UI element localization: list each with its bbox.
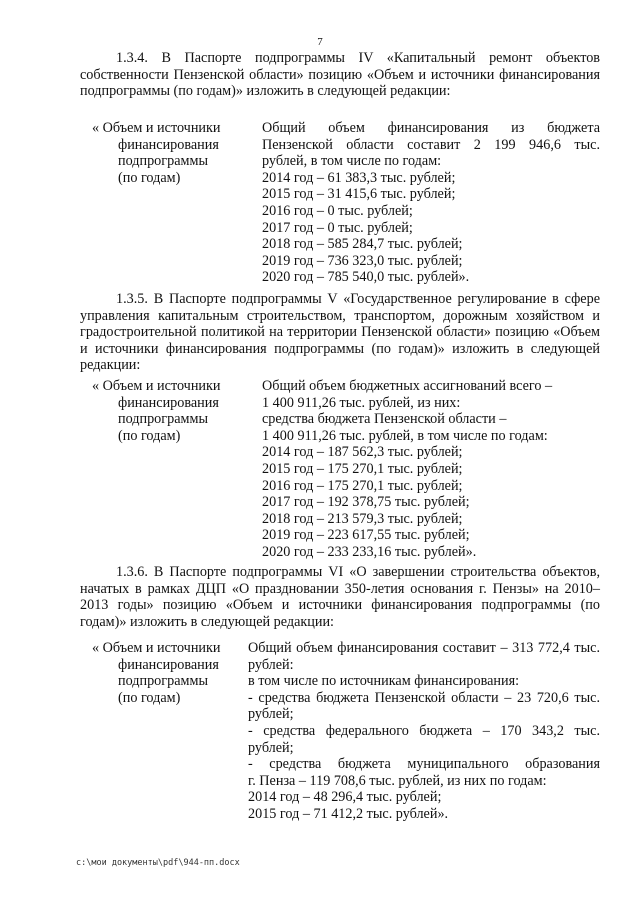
section-1-3-5-table: [92, 378, 602, 563]
footer-file-path: c:\мои документы\pdf\944-пп.docx: [76, 858, 240, 868]
section-1-3-5-paragraph: 1.3.5. В Паспорте подпрограммы V «Государственное регулирование в сфере управления капитальным строительством, транспортом, дорожным хозяйством и градостроительной политикой на территории Пензенской области» позицию «Объем и источники финансирования подпрограммы (по годам)» изложить в следующей редакции:: [80, 291, 600, 374]
section-1-3-5-value: Общий объем бюджетных ассигнований всего – 1 400 911,26 тыс. рублей, из них: средства бюджета Пензенской области – 1 400 911,26 тыс. рублей, в том числе по годам: 2014 год – 187 562,3 тыс. рублей; 2015 год – 175 270,1 тыс. рублей; 2016 год – 175 270,1 тыс. рублей; 2017 год – 192 378,75 тыс. рублей; 2018 год – 213 579,3 тыс. рублей; 2019 год – 223 617,55 тыс. рублей; 2020 год – 233 233,16 тыс. рублей».: [262, 378, 553, 560]
section-1-3-4-label: « Объем и источники финансирования подпрограммы (по годам): [92, 120, 221, 186]
section-1-3-6-table: [92, 640, 602, 830]
section-1-3-4-table: [92, 120, 602, 290]
section-1-3-4-paragraph: 1.3.4. В Паспорте подпрограммы IV «Капитальный ремонт объектов собственности Пензенской области» позицию «Объем и источники финансирования подпрограммы (по годам)» изложить в следующей редакции:: [80, 50, 600, 100]
section-1-3-6-label: « Объем и источники финансирования подпрограммы (по годам): [92, 640, 221, 706]
section-1-3-4-value: Общий объем финансирования из бюджета Пензенской области составит 2 199 946,6 тыс. рублей, в том числе по годам: 2014 год – 61 383,3 тыс. рублей; 2015 год – 31 415,6 тыс. рублей; 2016 год – 0 тыс. рублей; 2017 год – 0 тыс. рублей; 2018 год – 585 284,7 тыс. рублей; 2019 год – 736 323,0 тыс. рублей; 2020 год – 785 540,0 тыс. рублей».: [262, 120, 600, 286]
page-number: 7: [317, 36, 323, 48]
section-1-3-6-paragraph: 1.3.6. В Паспорте подпрограммы VI «О завершении строительства объектов, начатых в рамках ДЦП «О праздновании 350-летия основания г. Пензы» на 2010–2013 годы» позицию «Объем и источники финансирования подпрограммы (по годам)» изложить в следующей редакции:: [80, 564, 600, 630]
section-1-3-6-value: Общий объем финансирования составит – 313 772,4 тыс. рублей: в том числе по источникам финансирования: - средства бюджета Пензенской области – 23 720,6 тыс. рублей; - средства федерального бюджета – 170 343,2 тыс. рублей; - средства бюджета муниципального образования г. Пенза – 119 708,6 тыс. рублей, из них по годам: 2014 год – 48 296,4 тыс. рублей; 2015 год – 71 412,2 тыс. рублей».: [248, 640, 600, 822]
section-1-3-5-label: « Объем и источники финансирования подпрограммы (по годам): [92, 378, 221, 444]
